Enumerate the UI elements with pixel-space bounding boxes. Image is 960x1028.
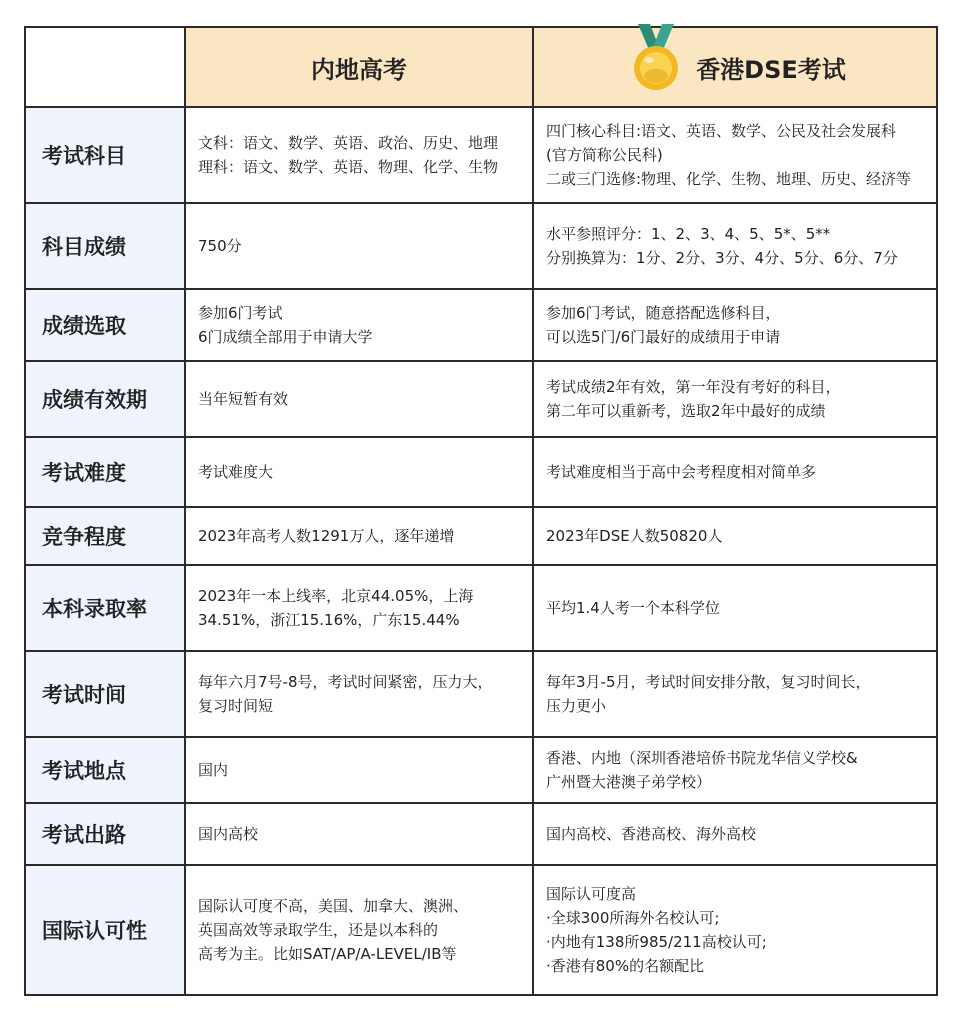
cell-line: 水平参照评分：1、2、3、4、5、5*、5** bbox=[546, 225, 831, 243]
cell-mainland bbox=[185, 803, 533, 865]
header-mainland: 内地高考 bbox=[185, 27, 533, 107]
cell-line: 国内 bbox=[198, 761, 229, 779]
cell-line: 国际认可度不高，美国、加拿大、澳洲、 bbox=[198, 897, 469, 915]
row-label: 考试难度 bbox=[25, 437, 185, 507]
row-label: 成绩选取 bbox=[25, 289, 185, 361]
row-label: 科目成绩 bbox=[25, 203, 185, 289]
row-label: 国际认可性 bbox=[25, 865, 185, 995]
cell-line: 平均1.4人考一个本科学位 bbox=[546, 599, 720, 617]
cell-hk bbox=[533, 803, 937, 865]
cell-line: 高考为主。比如SAT/AP/A-LEVEL/IB等 bbox=[198, 945, 457, 963]
cell-line: 每年六月7号-8号，考试时间紧密，压力大， bbox=[198, 673, 493, 691]
table-row bbox=[25, 737, 937, 803]
cell-hk bbox=[533, 737, 937, 803]
cell-hk bbox=[533, 565, 937, 651]
cell-line: 2023年DSE人数50820人 bbox=[546, 527, 723, 545]
cell-line: ·内地有138所985/211高校认可; bbox=[546, 933, 767, 951]
cell-line: 每年3月-5月，考试时间安排分散，复习时间长， bbox=[546, 673, 871, 691]
cell-hk bbox=[533, 437, 937, 507]
cell-line: 国内高校、香港高校、海外高校 bbox=[546, 825, 757, 843]
cell-line: 可以选5门/6门最好的成绩用于申请 bbox=[546, 328, 781, 346]
header-hk-label: 香港DSE考试 bbox=[696, 55, 846, 84]
row-label: 考试出路 bbox=[25, 803, 185, 865]
table-row bbox=[25, 507, 937, 565]
cell-line: 四门核心科目:语文、英语、数学、公民及社会发展科 bbox=[546, 122, 897, 140]
cell-line: 分别换算为：1分、2分、3分、4分、5分、6分、7分 bbox=[546, 249, 898, 267]
table-row bbox=[25, 803, 937, 865]
cell-hk bbox=[533, 865, 937, 995]
table-row bbox=[25, 565, 937, 651]
cell-mainland bbox=[185, 565, 533, 651]
cell-mainland bbox=[185, 289, 533, 361]
cell-line: 二或三门选修:物理、化学、生物、地理、历史、经济等 bbox=[546, 170, 912, 188]
cell-line: 压力更小 bbox=[546, 697, 607, 715]
cell-line: 参加6门考试，随意搭配选修科目， bbox=[546, 304, 781, 322]
cell-hk bbox=[533, 289, 937, 361]
cell-mainland bbox=[185, 507, 533, 565]
cell-line: 英国高效等录取学生，还是以本科的 bbox=[198, 921, 439, 939]
row-label: 考试时间 bbox=[25, 651, 185, 737]
row-label: 本科录取率 bbox=[25, 565, 185, 651]
cell-mainland bbox=[185, 737, 533, 803]
cell-line: 34.51%，浙江15.16%，广东15.44% bbox=[198, 611, 460, 629]
cell-hk bbox=[533, 203, 937, 289]
cell-line: 2023年高考人数1291万人，逐年递增 bbox=[198, 527, 455, 545]
cell-hk bbox=[533, 107, 937, 203]
table-row bbox=[25, 437, 937, 507]
cell-line: ·全球300所海外名校认可; bbox=[546, 909, 720, 927]
table-row bbox=[25, 651, 937, 737]
medal-icon bbox=[624, 22, 688, 94]
header-blank-cell bbox=[25, 27, 185, 107]
cell-mainland bbox=[185, 361, 533, 437]
cell-line: 2023年一本上线率，北京44.05%，上海 bbox=[198, 587, 474, 605]
table-row bbox=[25, 203, 937, 289]
cell-line: 考试成绩2年有效，第一年没有考好的科目， bbox=[546, 378, 841, 396]
header-hk bbox=[533, 27, 937, 107]
header-row bbox=[25, 27, 937, 107]
table-row bbox=[25, 361, 937, 437]
cell-line: 复习时间短 bbox=[198, 697, 274, 715]
row-label: 考试地点 bbox=[25, 737, 185, 803]
row-label: 成绩有效期 bbox=[25, 361, 185, 437]
cell-mainland bbox=[185, 865, 533, 995]
cell-line: (官方简称公民科) bbox=[546, 146, 663, 164]
cell-line: 广州暨大港澳子弟学校） bbox=[546, 773, 712, 791]
cell-hk bbox=[533, 651, 937, 737]
cell-line: 考试难度相当于高中会考程度相对简单多 bbox=[546, 463, 817, 481]
comparison-table-wrap bbox=[24, 26, 936, 1002]
cell-mainland bbox=[185, 651, 533, 737]
cell-mainland bbox=[185, 107, 533, 203]
comparison-table bbox=[24, 26, 938, 996]
table-row bbox=[25, 289, 937, 361]
table-body bbox=[25, 107, 937, 995]
cell-line: 考试难度大 bbox=[198, 463, 274, 481]
cell-line: ·香港有80%的名额配比 bbox=[546, 957, 705, 975]
cell-line: 理科：语文、数学、英语、物理、化学、生物 bbox=[198, 158, 499, 176]
cell-mainland bbox=[185, 437, 533, 507]
cell-line: 参加6门考试 bbox=[198, 304, 283, 322]
cell-line: 第二年可以重新考，选取2年中最好的成绩 bbox=[546, 402, 826, 420]
row-label: 考试科目 bbox=[25, 107, 185, 203]
row-label: 竞争程度 bbox=[25, 507, 185, 565]
cell-mainland bbox=[185, 203, 533, 289]
table-row bbox=[25, 865, 937, 995]
cell-line: 6门成绩全部用于申请大学 bbox=[198, 328, 373, 346]
cell-line: 文科：语文、数学、英语、政治、历史、地理 bbox=[198, 134, 499, 152]
cell-line: 当年短暂有效 bbox=[198, 390, 289, 408]
cell-line: 国际认可度高 bbox=[546, 885, 637, 903]
table-row bbox=[25, 107, 937, 203]
cell-hk bbox=[533, 507, 937, 565]
cell-line: 香港、内地（深圳香港培侨书院龙华信义学校& bbox=[546, 749, 858, 767]
cell-line: 750分 bbox=[198, 237, 242, 255]
cell-line: 国内高校 bbox=[198, 825, 259, 843]
cell-hk bbox=[533, 361, 937, 437]
